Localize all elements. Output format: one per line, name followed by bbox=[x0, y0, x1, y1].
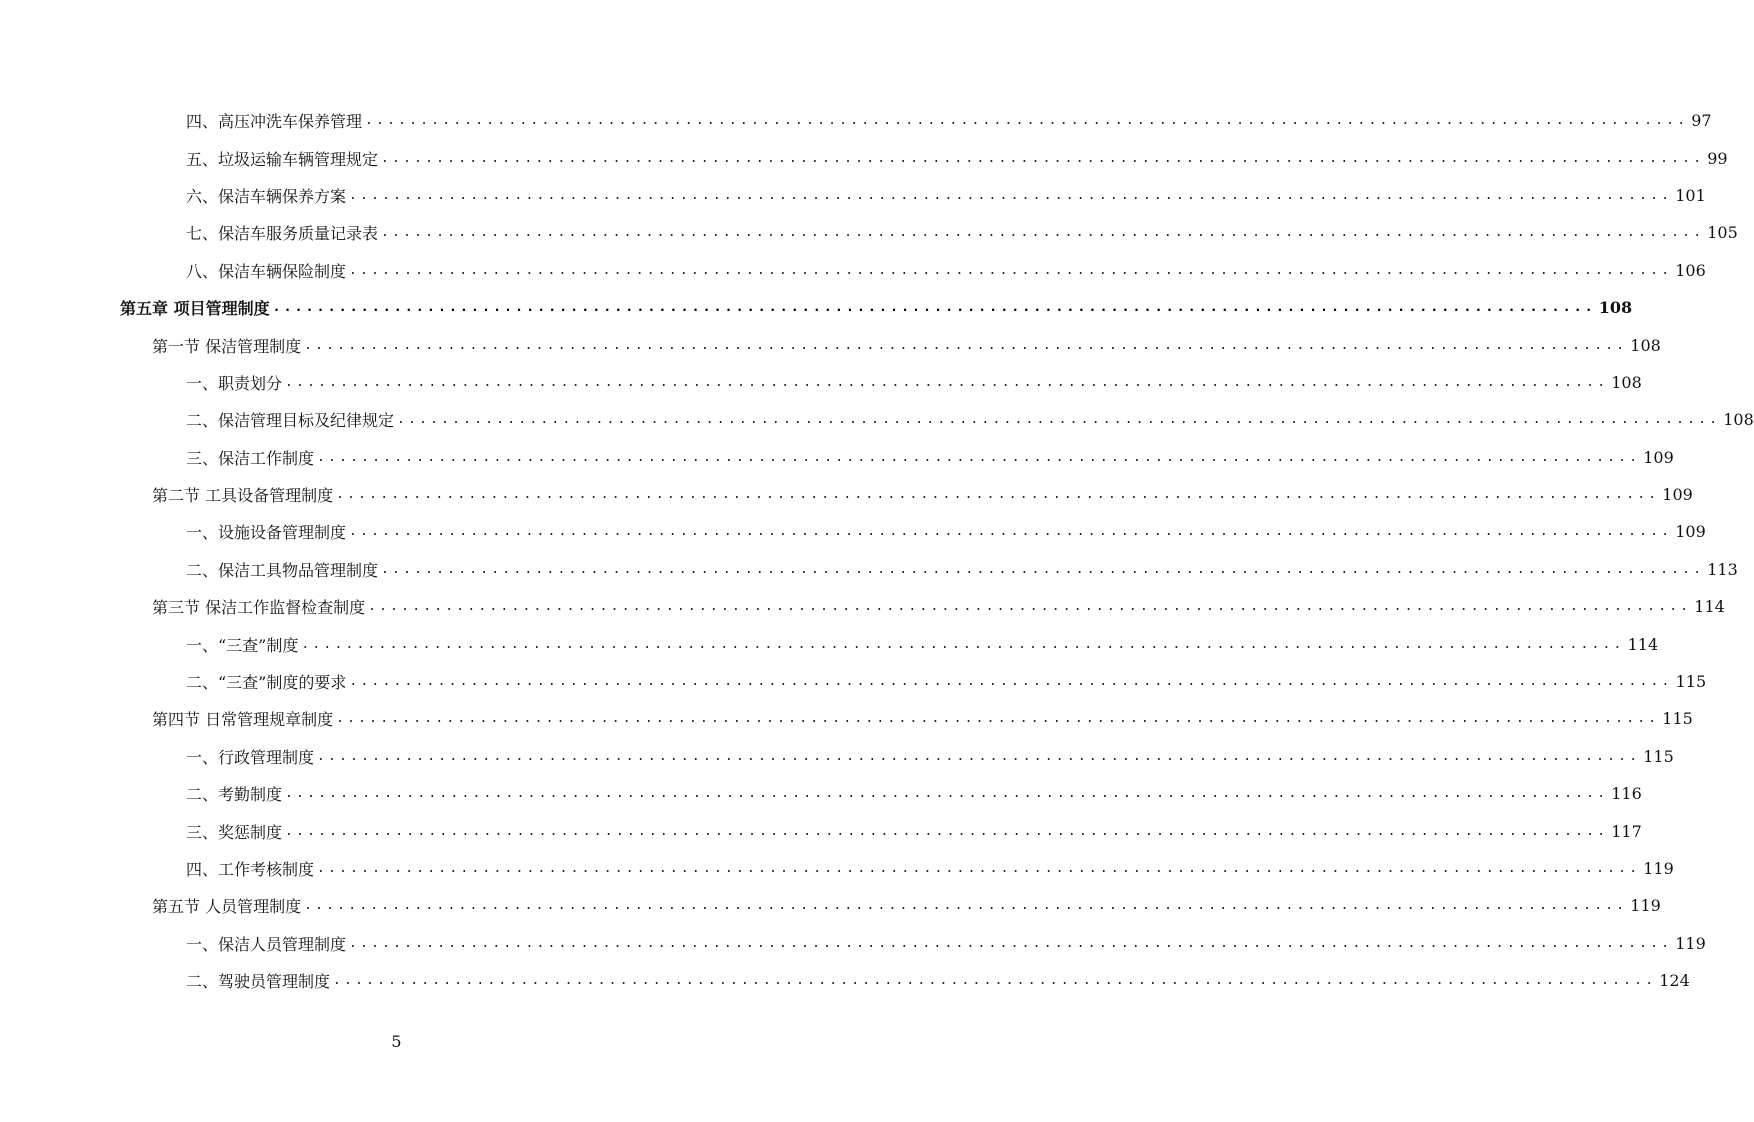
toc-entry-label: 二、“三查”制度的要求 bbox=[186, 670, 349, 693]
toc-entry bbox=[0, 588, 1725, 625]
toc-entry-page: 119 bbox=[1630, 896, 1661, 916]
toc-leader-dots: ........................................................................................................................ bbox=[301, 636, 1625, 652]
toc-entry-page: 115 bbox=[1662, 709, 1693, 729]
toc-leader-dots: ........................................................................................................................ bbox=[317, 748, 1641, 764]
toc-leader-dots: ........................................................................................................................ bbox=[365, 113, 1689, 129]
toc-leader-dots: ........................................................................................................................ bbox=[349, 524, 1673, 540]
toc-entry-label: 第四节 日常管理规章制度 bbox=[152, 707, 336, 730]
toc-entry-label: 第三节 保洁工作监督检查制度 bbox=[152, 595, 368, 618]
toc-entry-page: 99 bbox=[1707, 148, 1728, 168]
toc-leader-dots: ........................................................................................................................ bbox=[368, 599, 1692, 615]
toc-entry bbox=[0, 214, 1738, 251]
toc-entry-page: 108 bbox=[1723, 410, 1754, 430]
toc-entry-page: 108 bbox=[1598, 298, 1633, 318]
toc-entry-label: 八、保洁车辆保险制度 bbox=[186, 259, 349, 282]
toc-leader-dots: ........................................................................................................................ bbox=[304, 337, 1628, 353]
toc-entry-label: 七、保洁车服务质量记录表 bbox=[186, 221, 381, 244]
toc-entry-page: 108 bbox=[1611, 372, 1642, 392]
toc-leader-dots: ........................................................................................................................ bbox=[381, 150, 1705, 166]
toc-entry bbox=[0, 663, 1707, 700]
toc-entry-page: 109 bbox=[1675, 522, 1706, 542]
toc-entry bbox=[0, 476, 1693, 513]
toc-entry-page: 97 bbox=[1691, 111, 1712, 131]
toc-entry-page: 105 bbox=[1707, 223, 1738, 243]
toc-entry-page: 101 bbox=[1675, 185, 1706, 205]
toc-leader-dots: ........................................................................................................................ bbox=[285, 786, 1609, 802]
toc-entry bbox=[0, 289, 1633, 326]
toc-entry bbox=[0, 102, 1712, 139]
toc-entry-label: 二、保洁管理目标及纪律规定 bbox=[186, 408, 397, 431]
toc-entry-page: 109 bbox=[1662, 485, 1693, 505]
toc-entry-label: 一、设施设备管理制度 bbox=[186, 520, 349, 543]
toc-entry-page: 119 bbox=[1675, 933, 1706, 953]
toc-entry bbox=[0, 738, 1674, 775]
toc-entry-label: 四、高压冲洗车保养管理 bbox=[186, 109, 365, 132]
toc-entry bbox=[0, 252, 1706, 289]
toc-entry bbox=[0, 513, 1706, 550]
toc-entry-label: 五、垃圾运输车辆管理规定 bbox=[186, 147, 381, 170]
toc-leader-dots: ........................................................................................................................ bbox=[333, 973, 1657, 989]
toc-entry-page: 117 bbox=[1611, 821, 1642, 841]
toc-entry-page: 106 bbox=[1675, 260, 1706, 280]
toc-leader-dots: ........................................................................................................................ bbox=[317, 449, 1641, 465]
toc-entry bbox=[0, 625, 1659, 662]
toc-leader-dots: ........................................................................................................................ bbox=[285, 374, 1609, 390]
toc-entry-page: 119 bbox=[1643, 859, 1674, 878]
toc-leader-dots: ........................................................................................................................ bbox=[397, 412, 1721, 428]
page-number: 5 bbox=[391, 1032, 402, 1051]
toc-entry-page: 124 bbox=[1659, 971, 1690, 991]
toc-entry-label: 一、职责划分 bbox=[186, 371, 285, 394]
toc-leader-dots: ........................................................................................................................ bbox=[336, 711, 1660, 727]
toc-leader-dots: ........................................................................................................................ bbox=[336, 487, 1660, 503]
toc-entry bbox=[0, 700, 1693, 737]
toc-entry bbox=[0, 177, 1706, 214]
toc-leader-dots: ........................................................................................................................ bbox=[381, 225, 1705, 241]
toc-entry bbox=[0, 139, 1728, 176]
toc-entry-page: 114 bbox=[1627, 634, 1659, 654]
toc-entry bbox=[0, 551, 1738, 588]
toc-entry-label: 三、奖惩制度 bbox=[186, 820, 285, 843]
toc-entry-label: 四、工作考核制度 bbox=[186, 857, 317, 880]
toc-entry-label: 第五节 人员管理制度 bbox=[152, 894, 304, 917]
toc-entry bbox=[0, 775, 1642, 812]
toc-entry-page: 108 bbox=[1630, 335, 1661, 355]
toc-leader-dots: ........................................................................................................................ bbox=[349, 674, 1673, 690]
toc-entry-label: 一、保洁人员管理制度 bbox=[186, 932, 349, 955]
toc-entry bbox=[0, 850, 1674, 887]
toc-entry bbox=[0, 812, 1642, 849]
toc-leader-dots: ........................................................................................................................ bbox=[381, 561, 1705, 577]
toc-entry-page: 114 bbox=[1694, 597, 1725, 617]
toc-entry-label: 第五章 项目管理制度 bbox=[120, 296, 273, 319]
toc-leader-dots: ........................................................................................................................ bbox=[304, 898, 1628, 914]
toc-entry-page: 115 bbox=[1675, 672, 1707, 692]
toc-entry-label: 六、保洁车辆保养方案 bbox=[186, 184, 349, 207]
toc-entry-page: 116 bbox=[1611, 784, 1642, 804]
toc-entry-label: 二、考勤制度 bbox=[186, 782, 285, 805]
toc-entry-label: 三、保洁工作制度 bbox=[186, 446, 317, 469]
toc-entry-page: 109 bbox=[1643, 447, 1674, 467]
toc-leader-dots: ........................................................................................................................ bbox=[317, 861, 1641, 876]
toc-entry bbox=[0, 326, 1661, 363]
toc-entry-page: 113 bbox=[1707, 559, 1738, 579]
toc-entry bbox=[0, 962, 1690, 999]
toc-entry bbox=[0, 887, 1661, 924]
toc-leader-dots: ........................................................................................................................ bbox=[285, 823, 1609, 839]
toc-entry bbox=[0, 925, 1706, 962]
toc-entry-label: 二、保洁工具物品管理制度 bbox=[186, 558, 381, 581]
toc-entry bbox=[0, 364, 1642, 401]
toc-leader-dots: ........................................................................................................................ bbox=[349, 187, 1673, 203]
toc-entry-page: 115 bbox=[1643, 746, 1674, 766]
toc-entry-label: 一、“三查”制度 bbox=[186, 633, 301, 656]
toc-entry bbox=[0, 439, 1674, 476]
table-of-contents bbox=[0, 102, 1754, 999]
toc-entry-label: 二、驾驶员管理制度 bbox=[186, 969, 333, 992]
toc-entry-label: 第二节 工具设备管理制度 bbox=[152, 483, 336, 506]
toc-entry-label: 一、行政管理制度 bbox=[186, 745, 317, 768]
toc-leader-dots: ........................................................................................................................ bbox=[349, 935, 1673, 951]
toc-entry-label: 第一节 保洁管理制度 bbox=[152, 334, 304, 357]
toc-leader-dots: ........................................................................................................................ bbox=[272, 300, 1596, 316]
toc-entry bbox=[0, 401, 1754, 438]
toc-leader-dots: ........................................................................................................................ bbox=[349, 262, 1673, 278]
